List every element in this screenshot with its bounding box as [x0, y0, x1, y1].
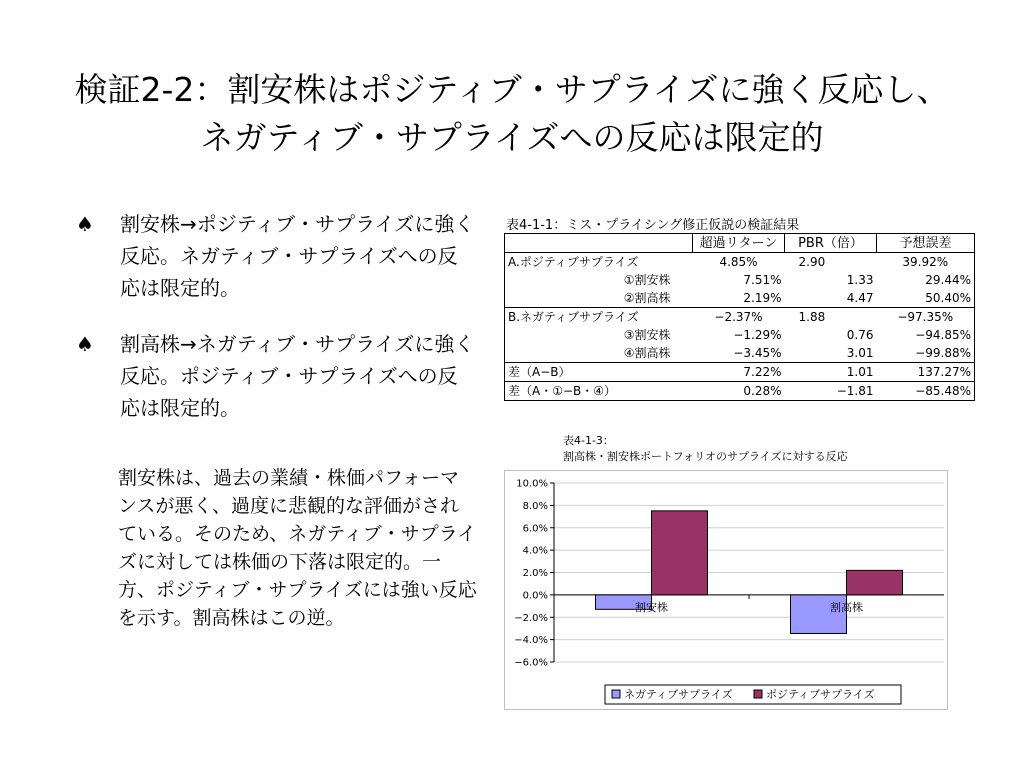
- table-cell: −85.48%: [877, 382, 975, 401]
- table-header-cell: PBR（倍）: [785, 234, 877, 253]
- table-cell: 7.22%: [693, 363, 785, 382]
- bullet-text: 割安株→ポジティブ・サプライズに強く反応。ネガティブ・サプライズへの反応は限定的。: [120, 212, 475, 300]
- category-label: 割高株: [830, 600, 863, 614]
- y-tick-label: 8.0%: [522, 500, 548, 512]
- surprise-response-bar-chart: [504, 470, 948, 710]
- spade-bullet-icon: ♠: [76, 332, 94, 356]
- table-row: [505, 308, 975, 327]
- table-cell: 29.44%: [877, 271, 975, 289]
- y-tick-label: −4.0%: [514, 635, 548, 647]
- row-label: ①割安株: [505, 271, 693, 289]
- slide-title: [0, 66, 1024, 162]
- table-cell: −94.85%: [877, 326, 975, 344]
- y-tick-label: 6.0%: [522, 523, 548, 535]
- table-cell: 2.19%: [743, 290, 782, 305]
- table-cell: 3.01: [846, 345, 874, 360]
- y-tick-label: −2.0%: [514, 612, 548, 624]
- bar-positive-overvalued: [847, 570, 903, 595]
- table-cell: 0.76: [846, 327, 874, 342]
- table-cell: −97.35%: [877, 308, 975, 327]
- spade-bullet-icon: ♠: [76, 212, 94, 236]
- table-cell: 4.47: [846, 290, 874, 305]
- table-cell: −1.81: [785, 382, 877, 401]
- row-label: 差（A・①−B・④）: [505, 382, 693, 401]
- bullet-overvalued: [76, 328, 476, 424]
- row-label: ④割高株: [505, 344, 693, 363]
- table-cell: 0.28%: [693, 382, 785, 401]
- table-header-cell: [505, 234, 693, 253]
- table-cell: 1.33: [846, 272, 874, 287]
- verification-results-table: [504, 233, 975, 401]
- table-row: [505, 271, 975, 289]
- table-cell: 4.85%: [693, 253, 785, 272]
- table-header-row: [505, 234, 975, 253]
- chart-legend: [605, 685, 901, 704]
- table-row: [505, 326, 975, 344]
- legend-label-positive: ポジティブサプライズ: [766, 688, 875, 701]
- table-caption: 表4-1-1：ミス・プライシング修正仮説の検証結果: [506, 218, 800, 233]
- table-cell: −3.45%: [733, 345, 782, 360]
- table-header-cell: 予想誤差: [877, 234, 975, 253]
- bullet-text: 割高株→ネガティブ・サプライズに強く反応。ポジティブ・サプライズへの反応は限定的。: [120, 332, 475, 420]
- y-tick-label: 10.0%: [516, 478, 548, 490]
- table-header-cell: 超過リターン: [693, 234, 785, 253]
- chart-subtitle: 割高株・割安株ポートフォリオのサプライズに対する反応: [563, 450, 848, 463]
- table-cell: 2.90: [785, 253, 877, 272]
- legend-swatch-negative: [612, 690, 620, 698]
- row-label: B.ネガティブサプライズ: [505, 308, 693, 327]
- table-cell: −1.29%: [733, 327, 782, 342]
- table-row: [505, 382, 975, 401]
- row-label: A.ポジティブサプライズ: [505, 253, 693, 272]
- table-cell: 1.88: [785, 308, 877, 327]
- table-cell: 50.40%: [877, 289, 975, 308]
- title-line-1: 検証2-2：割安株はポジティブ・サプライズに強く反応し、: [74, 70, 950, 109]
- table-cell: 137.27%: [877, 363, 975, 382]
- table-row: [505, 344, 975, 363]
- title-line-2: ネガティブ・サプライズへの反応は限定的: [200, 118, 824, 157]
- y-tick-label: −6.0%: [514, 657, 548, 669]
- legend-swatch-positive: [754, 690, 762, 698]
- bullet-undervalued: [76, 208, 476, 304]
- table-cell: −99.88%: [877, 344, 975, 363]
- chart-title: 表4-1-3：: [563, 434, 614, 447]
- explanation-note: 割安株は、過去の業績・株価パフォーマンスが悪く、過度に悲観的な評価がされている。そのため、ネガティブ・サプライズに対しては株価の下落は限定的。一方、ポジティブ・サプライズには強い反応を示す。割高株はこの逆。: [118, 467, 477, 629]
- table-row: [505, 253, 975, 272]
- row-label: ②割高株: [505, 289, 693, 308]
- table-cell: 7.51%: [743, 272, 782, 287]
- table-cell: −2.37%: [693, 308, 785, 327]
- chart-caption: [563, 433, 848, 465]
- y-tick-label: 2.0%: [522, 568, 548, 579]
- table-row: [505, 289, 975, 308]
- y-tick-label: 4.0%: [522, 545, 548, 557]
- table-cell: 39.92%: [877, 253, 975, 272]
- y-tick-label: 0.0%: [522, 590, 548, 602]
- legend-label-negative: ネガティブサプライズ: [624, 688, 733, 701]
- row-label: 差（A−B）: [505, 363, 693, 382]
- row-label: ③割安株: [505, 326, 693, 344]
- category-label: 割安株: [635, 600, 668, 614]
- table-row: [505, 363, 975, 382]
- bar-positive-undervalued: [652, 511, 708, 595]
- table-cell: 1.01: [785, 363, 877, 382]
